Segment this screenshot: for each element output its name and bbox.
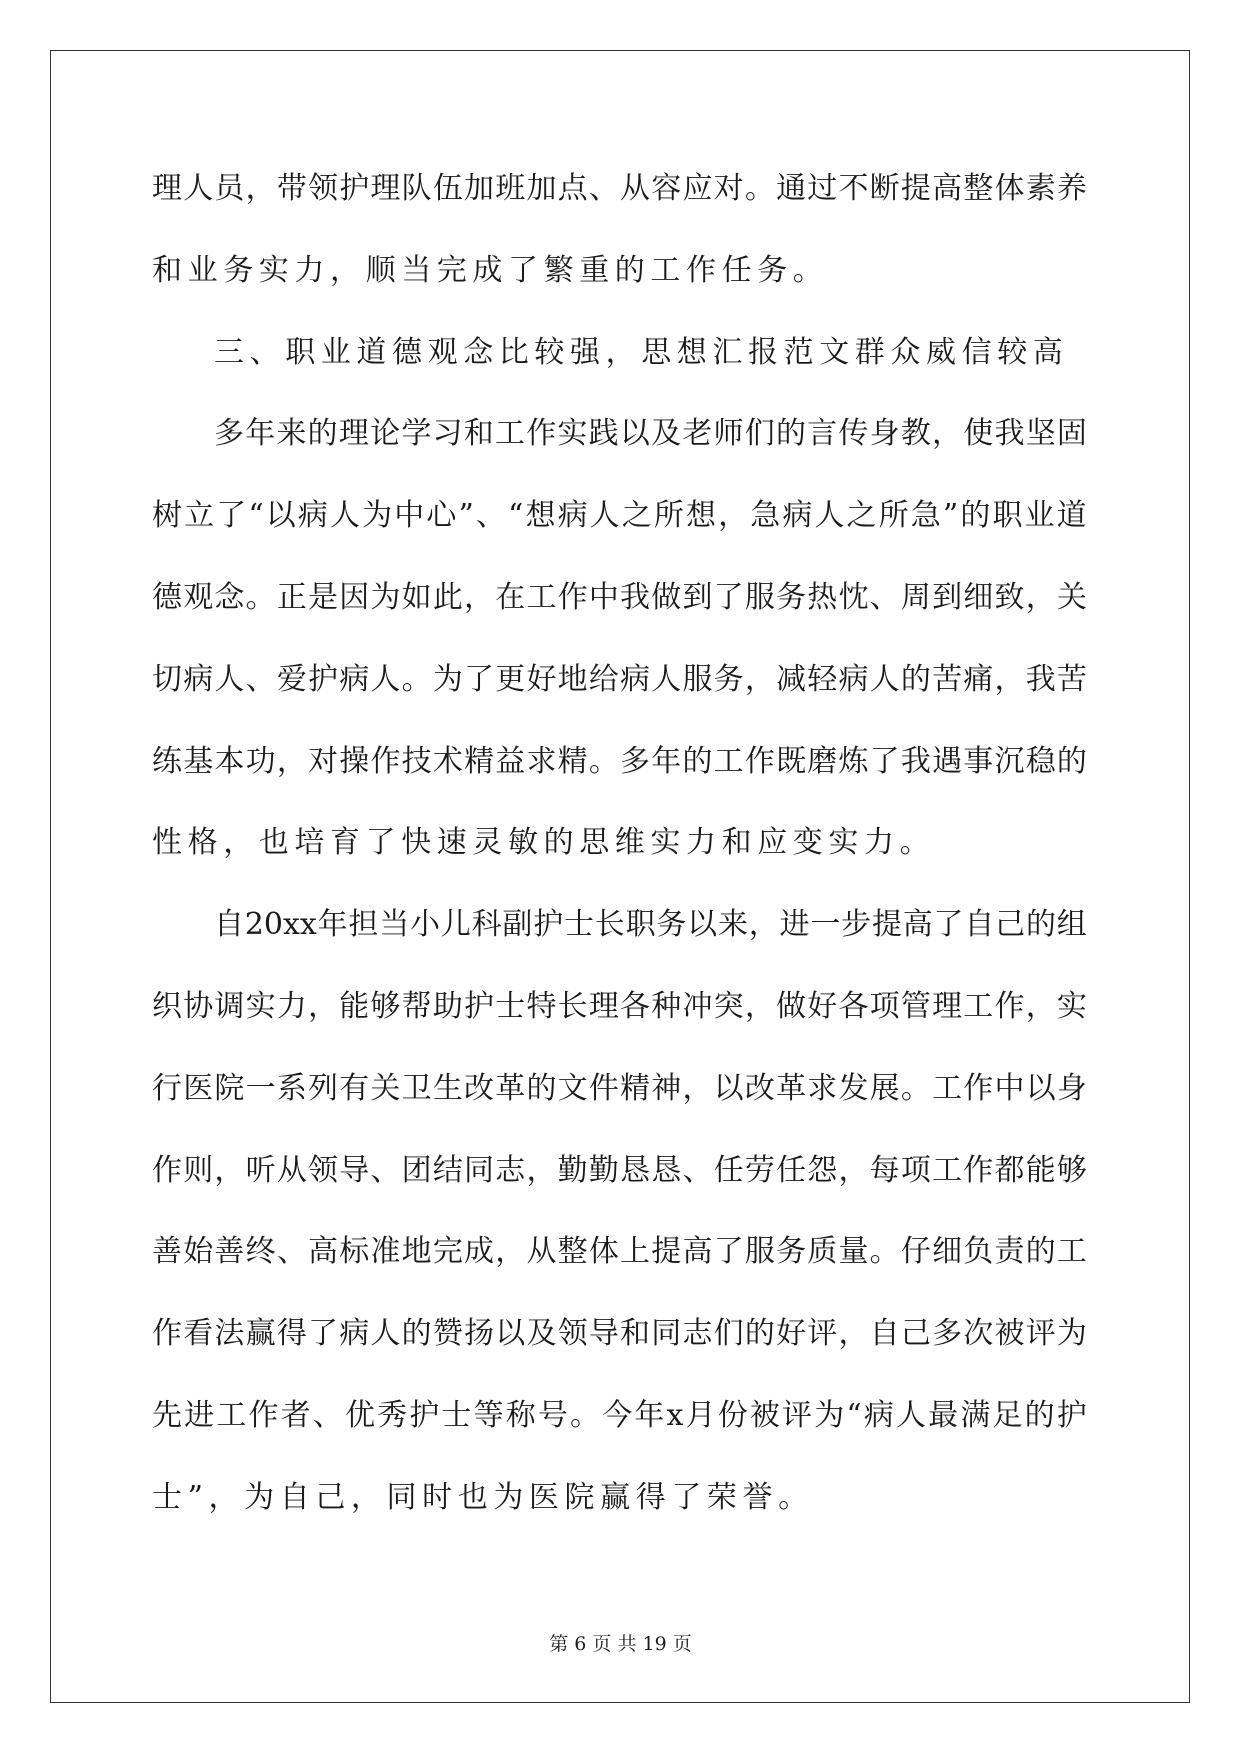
text-line: 先 进 工 作 者 、 优 秀 护 士 等 称 号 。 今 年 x 月 份 被 评 为 “ 病 人 最 满 足 的 护 [152, 1397, 1087, 1433]
text-line: 作 则 ， 听 从 领 导 、 团 结 同 志 ， 勤 勤 恳 恳 、 任 劳 任 怨 ， 每 项 工 作 都 能 够 [152, 1152, 1087, 1188]
text-line: 善 始 善 终 、 高 标 准 地 完 成 ， 从 整 体 上 提 高 了 服 务 质 量 。 仔 细 负 责 的 工 [152, 1234, 1087, 1270]
text-line: 多 年 来 的 理 论 学 习 和 工 作 实 践 以 及 老 师 们 的 言 传 身 教 ， 使 我 坚 固 [214, 416, 1087, 452]
text-line: 士”，为自己，同时也为医院赢得了荣誉。 [152, 1479, 814, 1515]
text-line: 德 观 念 。 正 是 因 为 如 此 ， 在 工 作 中 我 做 到 了 服 务 热 忱 、 周 到 细 致 ， 关 [152, 579, 1087, 615]
text-line: 行 医 院 一 系 列 有 关 卫 生 改 革 的 文 件 精 神 ， 以 改 革 求 发 展 。 工 作 中 以 身 [152, 1070, 1087, 1106]
text-line: 三、职业道德观念比较强，思想汇报范文群众威信较高 [214, 334, 1069, 370]
text-line: 和业务实力，顺当完成了繁重的工作任务。 [152, 252, 829, 288]
text-line: 练 基 本 功 ， 对 操 作 技 术 精 益 求 精 。 多 年 的 工 作 既 磨 炼 了 我 遇 事 沉 稳 的 [152, 743, 1087, 779]
text-line: 理 人 员 ， 带 领 护 理 队 伍 加 班 加 点 、 从 容 应 对 。 通 过 不 断 提 高 整 体 素 养 [152, 171, 1087, 206]
document-body [152, 162, 1087, 1553]
text-line: 树 立 了 “ 以 病 人 为 中 心 ” 、 “ 想 病 人 之 所 想 ， 急 病 人 之 所 急 ” 的 职 业 道 [152, 498, 1087, 534]
text-line: 切 病 人 、 爱 护 病 人 。 为 了 更 好 地 给 病 人 服 务 ， 减 轻 病 人 的 苦 痛 ， 我 苦 [152, 661, 1087, 697]
text-line: 自 20xx 年 担 当 小 儿 科 副 护 士 长 职 务 以 来 ， 进 一 步 提 高 了 自 己 的 组 [214, 907, 1087, 943]
page-number-footer: 第 6 页 共 19 页 [549, 1633, 692, 1655]
text-line: 织 协 调 实 力 ， 能 够 帮 助 护 士 特 长 理 各 种 冲 突 ， 做 好 各 项 管 理 工 作 ， 实 [152, 988, 1087, 1024]
text-line: 性格，也培育了快速灵敏的思维实力和应变实力。 [152, 825, 936, 861]
text-line: 作 看 法 赢 得 了 病 人 的 赞 扬 以 及 领 导 和 同 志 们 的 好 评 ， 自 己 多 次 被 评 为 [152, 1316, 1087, 1352]
